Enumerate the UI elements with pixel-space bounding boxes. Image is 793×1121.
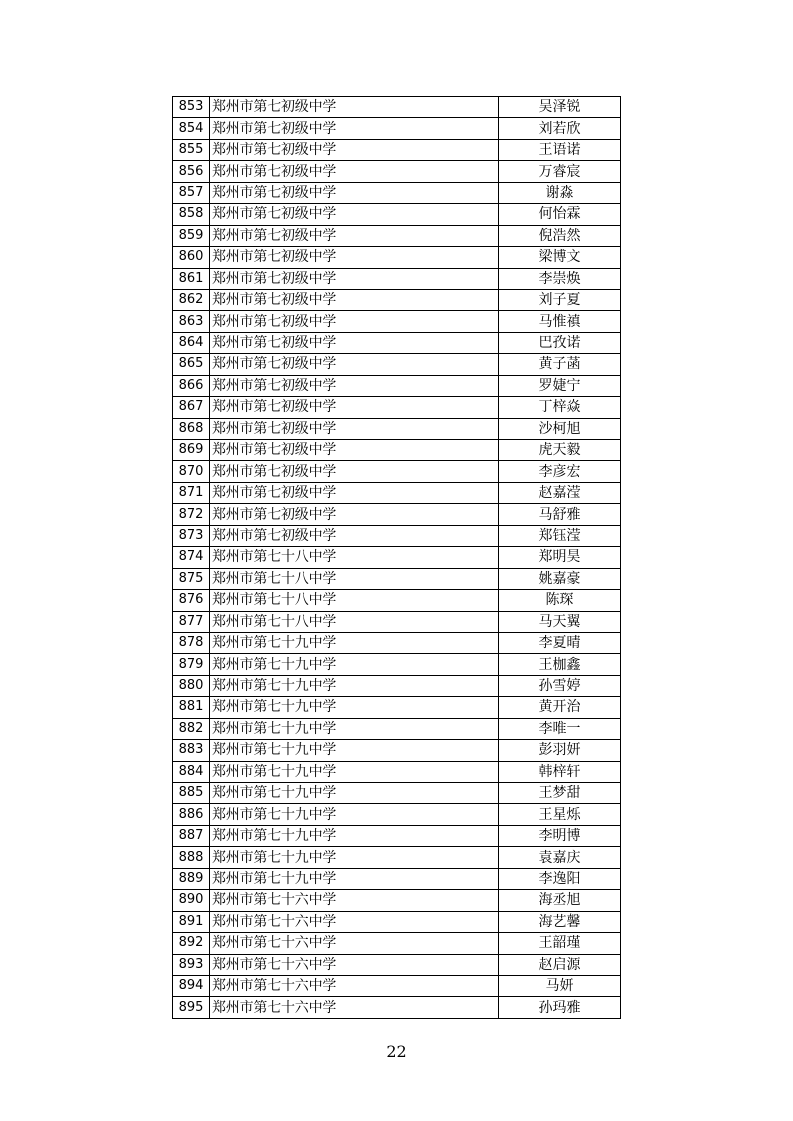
- school-name-cell: 郑州市第七初级中学: [210, 139, 499, 160]
- school-name-cell: 郑州市第七初级中学: [210, 397, 499, 418]
- row-number-cell: 872: [173, 504, 210, 525]
- row-number-cell: 859: [173, 225, 210, 246]
- school-name-cell: 郑州市第七十九中学: [210, 847, 499, 868]
- table-row: [173, 740, 621, 761]
- school-name-cell: 郑州市第七初级中学: [210, 161, 499, 182]
- student-name-cell: 马舒雅: [499, 504, 621, 525]
- row-number-cell: 884: [173, 761, 210, 782]
- student-name-cell: 陈琛: [499, 590, 621, 611]
- table-row: [173, 118, 621, 139]
- table-row: [173, 783, 621, 804]
- row-number-cell: 892: [173, 933, 210, 954]
- table-row: [173, 590, 621, 611]
- row-number-cell: 886: [173, 804, 210, 825]
- school-name-cell: 郑州市第七初级中学: [210, 289, 499, 310]
- student-name-cell: 韩梓轩: [499, 761, 621, 782]
- school-name-cell: 郑州市第七初级中学: [210, 247, 499, 268]
- row-number-cell: 875: [173, 568, 210, 589]
- student-name-cell: 王梦甜: [499, 783, 621, 804]
- table-row: [173, 675, 621, 696]
- student-name-cell: 何怡霖: [499, 204, 621, 225]
- school-name-cell: 郑州市第七初级中学: [210, 118, 499, 139]
- table-row: [173, 868, 621, 889]
- row-number-cell: 858: [173, 204, 210, 225]
- student-name-cell: 马妍: [499, 975, 621, 996]
- student-name-cell: 刘子夏: [499, 289, 621, 310]
- student-name-cell: 姚嘉豪: [499, 568, 621, 589]
- student-name-cell: 虎天毅: [499, 440, 621, 461]
- student-name-cell: 李夏晴: [499, 632, 621, 653]
- table-row: [173, 97, 621, 118]
- student-name-cell: 袁嘉庆: [499, 847, 621, 868]
- row-number-cell: 870: [173, 461, 210, 482]
- table-row: [173, 933, 621, 954]
- school-name-cell: 郑州市第七初级中学: [210, 504, 499, 525]
- student-name-cell: 黄开治: [499, 697, 621, 718]
- row-number-cell: 895: [173, 997, 210, 1018]
- school-name-cell: 郑州市第七十六中学: [210, 890, 499, 911]
- school-name-cell: 郑州市第七十九中学: [210, 632, 499, 653]
- student-name-cell: 梁博文: [499, 247, 621, 268]
- table-row: [173, 632, 621, 653]
- table-row: [173, 311, 621, 332]
- row-number-cell: 878: [173, 632, 210, 653]
- table-row: [173, 847, 621, 868]
- row-number-cell: 856: [173, 161, 210, 182]
- table-row: [173, 954, 621, 975]
- student-name-cell: 谢淼: [499, 182, 621, 203]
- table-row: [173, 890, 621, 911]
- row-number-cell: 893: [173, 954, 210, 975]
- student-name-cell: 海丞旭: [499, 890, 621, 911]
- school-name-cell: 郑州市第七十九中学: [210, 825, 499, 846]
- school-name-cell: 郑州市第七初级中学: [210, 268, 499, 289]
- student-name-cell: 李明博: [499, 825, 621, 846]
- row-number-cell: 871: [173, 482, 210, 503]
- student-name-cell: 万睿宸: [499, 161, 621, 182]
- student-name-cell: 李逸阳: [499, 868, 621, 889]
- row-number-cell: 888: [173, 847, 210, 868]
- student-name-cell: 马惟禛: [499, 311, 621, 332]
- table-row: [173, 225, 621, 246]
- table-row: [173, 504, 621, 525]
- table-row: [173, 654, 621, 675]
- table-row: [173, 461, 621, 482]
- school-name-cell: 郑州市第七十九中学: [210, 804, 499, 825]
- school-name-cell: 郑州市第七十九中学: [210, 654, 499, 675]
- row-number-cell: 874: [173, 547, 210, 568]
- row-number-cell: 862: [173, 289, 210, 310]
- school-name-cell: 郑州市第七十六中学: [210, 975, 499, 996]
- student-name-cell: 孙玛雅: [499, 997, 621, 1018]
- student-name-cell: 郑钰滢: [499, 525, 621, 546]
- row-number-cell: 866: [173, 375, 210, 396]
- student-name-cell: 王枷鑫: [499, 654, 621, 675]
- school-name-cell: 郑州市第七十九中学: [210, 718, 499, 739]
- school-name-cell: 郑州市第七十六中学: [210, 933, 499, 954]
- table-row: [173, 718, 621, 739]
- table-row: [173, 568, 621, 589]
- row-number-cell: 869: [173, 440, 210, 461]
- table-row: [173, 440, 621, 461]
- student-name-cell: 倪浩然: [499, 225, 621, 246]
- table-row: [173, 397, 621, 418]
- table-row: [173, 332, 621, 353]
- table-row: [173, 247, 621, 268]
- school-name-cell: 郑州市第七初级中学: [210, 461, 499, 482]
- student-name-cell: 罗婕宁: [499, 375, 621, 396]
- table-row: [173, 354, 621, 375]
- student-name-cell: 赵启源: [499, 954, 621, 975]
- table-row: [173, 525, 621, 546]
- student-roster-table: [172, 96, 621, 1019]
- table-row: [173, 997, 621, 1018]
- row-number-cell: 883: [173, 740, 210, 761]
- table-row: [173, 161, 621, 182]
- student-name-cell: 沙柯旭: [499, 418, 621, 439]
- student-name-cell: 李彦宏: [499, 461, 621, 482]
- row-number-cell: 860: [173, 247, 210, 268]
- school-name-cell: 郑州市第七初级中学: [210, 418, 499, 439]
- school-name-cell: 郑州市第七十六中学: [210, 911, 499, 932]
- school-name-cell: 郑州市第七初级中学: [210, 440, 499, 461]
- table-row: [173, 697, 621, 718]
- school-name-cell: 郑州市第七初级中学: [210, 225, 499, 246]
- table-row: [173, 611, 621, 632]
- row-number-cell: 889: [173, 868, 210, 889]
- school-name-cell: 郑州市第七十八中学: [210, 568, 499, 589]
- school-name-cell: 郑州市第七十八中学: [210, 547, 499, 568]
- school-name-cell: 郑州市第七十九中学: [210, 783, 499, 804]
- student-name-cell: 王语诺: [499, 139, 621, 160]
- table-row: [173, 139, 621, 160]
- table-row: [173, 804, 621, 825]
- row-number-cell: 877: [173, 611, 210, 632]
- row-number-cell: 887: [173, 825, 210, 846]
- row-number-cell: 861: [173, 268, 210, 289]
- school-name-cell: 郑州市第七十八中学: [210, 590, 499, 611]
- row-number-cell: 857: [173, 182, 210, 203]
- school-name-cell: 郑州市第七初级中学: [210, 354, 499, 375]
- student-name-cell: 彭羽妍: [499, 740, 621, 761]
- row-number-cell: 881: [173, 697, 210, 718]
- table-row: [173, 375, 621, 396]
- row-number-cell: 865: [173, 354, 210, 375]
- row-number-cell: 867: [173, 397, 210, 418]
- row-number-cell: 855: [173, 139, 210, 160]
- row-number-cell: 854: [173, 118, 210, 139]
- student-name-cell: 巴孜诺: [499, 332, 621, 353]
- table-row: [173, 204, 621, 225]
- row-number-cell: 853: [173, 97, 210, 118]
- student-name-cell: 郑明昊: [499, 547, 621, 568]
- school-name-cell: 郑州市第七初级中学: [210, 375, 499, 396]
- school-name-cell: 郑州市第七十九中学: [210, 868, 499, 889]
- roster-table-body: [173, 97, 621, 1019]
- school-name-cell: 郑州市第七初级中学: [210, 525, 499, 546]
- student-name-cell: 李唯一: [499, 718, 621, 739]
- row-number-cell: 882: [173, 718, 210, 739]
- student-name-cell: 王韶瑾: [499, 933, 621, 954]
- student-name-cell: 王星烁: [499, 804, 621, 825]
- school-name-cell: 郑州市第七初级中学: [210, 332, 499, 353]
- row-number-cell: 890: [173, 890, 210, 911]
- table-row: [173, 761, 621, 782]
- table-row: [173, 418, 621, 439]
- student-name-cell: 刘若欣: [499, 118, 621, 139]
- student-name-cell: 吴泽锐: [499, 97, 621, 118]
- row-number-cell: 885: [173, 783, 210, 804]
- table-row: [173, 975, 621, 996]
- row-number-cell: 879: [173, 654, 210, 675]
- student-name-cell: 丁梓焱: [499, 397, 621, 418]
- student-name-cell: 黄子菡: [499, 354, 621, 375]
- row-number-cell: 868: [173, 418, 210, 439]
- school-name-cell: 郑州市第七初级中学: [210, 182, 499, 203]
- school-name-cell: 郑州市第七初级中学: [210, 482, 499, 503]
- school-name-cell: 郑州市第七十六中学: [210, 954, 499, 975]
- table-row: [173, 825, 621, 846]
- table-row: [173, 182, 621, 203]
- school-name-cell: 郑州市第七初级中学: [210, 311, 499, 332]
- school-name-cell: 郑州市第七初级中学: [210, 204, 499, 225]
- page-number: 22: [386, 1042, 407, 1061]
- row-number-cell: 891: [173, 911, 210, 932]
- table-row: [173, 911, 621, 932]
- row-number-cell: 863: [173, 311, 210, 332]
- student-name-cell: 孙雪婷: [499, 675, 621, 696]
- row-number-cell: 876: [173, 590, 210, 611]
- school-name-cell: 郑州市第七十九中学: [210, 761, 499, 782]
- table-row: [173, 268, 621, 289]
- row-number-cell: 873: [173, 525, 210, 546]
- school-name-cell: 郑州市第七十九中学: [210, 740, 499, 761]
- school-name-cell: 郑州市第七十六中学: [210, 997, 499, 1018]
- student-name-cell: 赵嘉滢: [499, 482, 621, 503]
- table-row: [173, 289, 621, 310]
- student-name-cell: 李崇焕: [499, 268, 621, 289]
- school-name-cell: 郑州市第七十九中学: [210, 675, 499, 696]
- row-number-cell: 864: [173, 332, 210, 353]
- student-name-cell: 马天翼: [499, 611, 621, 632]
- school-name-cell: 郑州市第七十九中学: [210, 697, 499, 718]
- row-number-cell: 880: [173, 675, 210, 696]
- table-row: [173, 482, 621, 503]
- school-name-cell: 郑州市第七十八中学: [210, 611, 499, 632]
- student-name-cell: 海艺馨: [499, 911, 621, 932]
- row-number-cell: 894: [173, 975, 210, 996]
- school-name-cell: 郑州市第七初级中学: [210, 97, 499, 118]
- table-row: [173, 547, 621, 568]
